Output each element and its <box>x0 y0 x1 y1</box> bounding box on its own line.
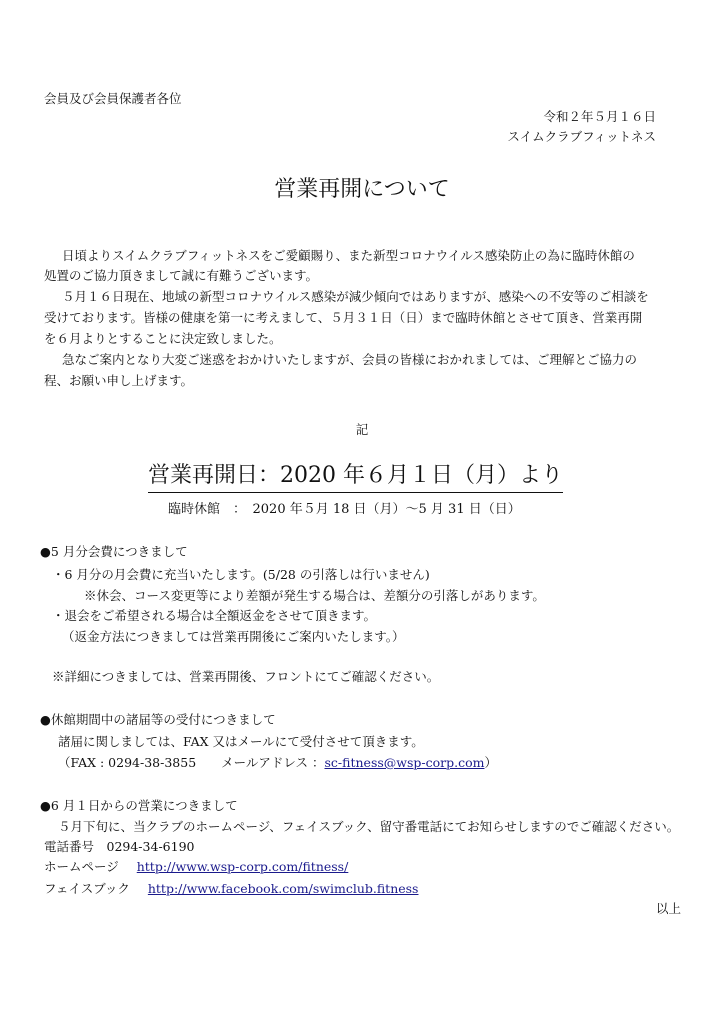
body-line: 受けております。皆様の健康を第一に考えまして、５月３１日（日）まで臨時休館とさせて頂き、営業再開 <box>44 310 643 325</box>
email-link[interactable]: sc-fitness@wsp-corp.com <box>324 755 485 770</box>
body-line: 急なご案内となり大変ご迷惑をおかけいたしますが、会員の皆様におかれましては、ご理解とご協力の <box>62 352 638 367</box>
reception-contact <box>58 754 497 772</box>
facebook-label: フェイスブック <box>44 881 130 896</box>
body-line: 処置のご協力頂きまして誠に有難うございます。 <box>44 268 319 283</box>
document-title: 営業再開について <box>274 177 450 202</box>
fees-note: （返金方法につきましては営業再開後にご案内いたします。） <box>62 629 405 644</box>
reception-line: 諸届に関しましては、FAX 又はメールにて受付させて頂きます。 <box>58 734 424 749</box>
homepage-row <box>44 858 348 876</box>
june-heading: ●6 月１日からの営業につきまして <box>40 798 238 813</box>
fax-info: （FAX : 0294-38-3855 メールアドレス ： <box>58 755 325 770</box>
closing-mark: 以上 <box>656 901 682 916</box>
ki-marker: 記 <box>355 422 369 437</box>
phone-number: 電話番号 0294-34-6190 <box>44 839 195 854</box>
fees-item: ・6 月分の月会費に充当いたします。(5/28 の引落しは行いません) <box>52 567 430 582</box>
june-line: ５月下旬に、当クラブのホームページ、フェイスブック、留守番電話にてお知らせしますのでご確認ください。 <box>58 819 680 834</box>
close-paren: ） <box>484 755 497 770</box>
fees-detail: ※詳細につきましては、営業再開後、フロントにてご確認ください。 <box>52 669 440 684</box>
homepage-label: ホームページ <box>44 859 119 874</box>
homepage-link[interactable]: http://www.wsp-corp.com/fitness/ <box>136 859 349 874</box>
body-line: 日頃よりスイムクラブフィットネスをご愛顧賜り、また新型コロナウイルス感染防止の為に臨時休館の <box>62 248 635 263</box>
reopen-headline: 営業再開日：2020 年６月１日（月）より <box>148 462 563 493</box>
facebook-row <box>44 880 418 898</box>
addressee: 会員及び会員保護者各位 <box>44 91 182 106</box>
sender-name: スイムクラブフィットネス <box>507 129 656 144</box>
body-line: 程、お願い申し上げます。 <box>44 373 194 388</box>
closure-period: 臨時休館 ： 2020 年５月 18 日（月）～5 月 31 日（日） <box>168 502 521 517</box>
body-line: を６月よりとすることに決定致しました。 <box>44 331 282 346</box>
fees-heading: ●5 月分会費につきまして <box>40 544 188 559</box>
reception-heading: ●休館期間中の諸届等の受付につきまして <box>40 712 276 727</box>
body-line: ５月１６日現在、地域の新型コロナウイルス感染が減少傾向ではありますが、感染への不安等のご相談を <box>62 289 649 304</box>
fees-item: ・退会をご希望される場合は全額返金をさせて頂きます。 <box>52 608 377 623</box>
facebook-link[interactable]: http://www.facebook.com/swimclub.fitness <box>147 881 419 896</box>
fees-note: ※休会、コース変更等により差額が発生する場合は、差額分の引落しがあります。 <box>84 588 545 603</box>
document-date: 令和２年５月１６日 <box>543 109 656 124</box>
